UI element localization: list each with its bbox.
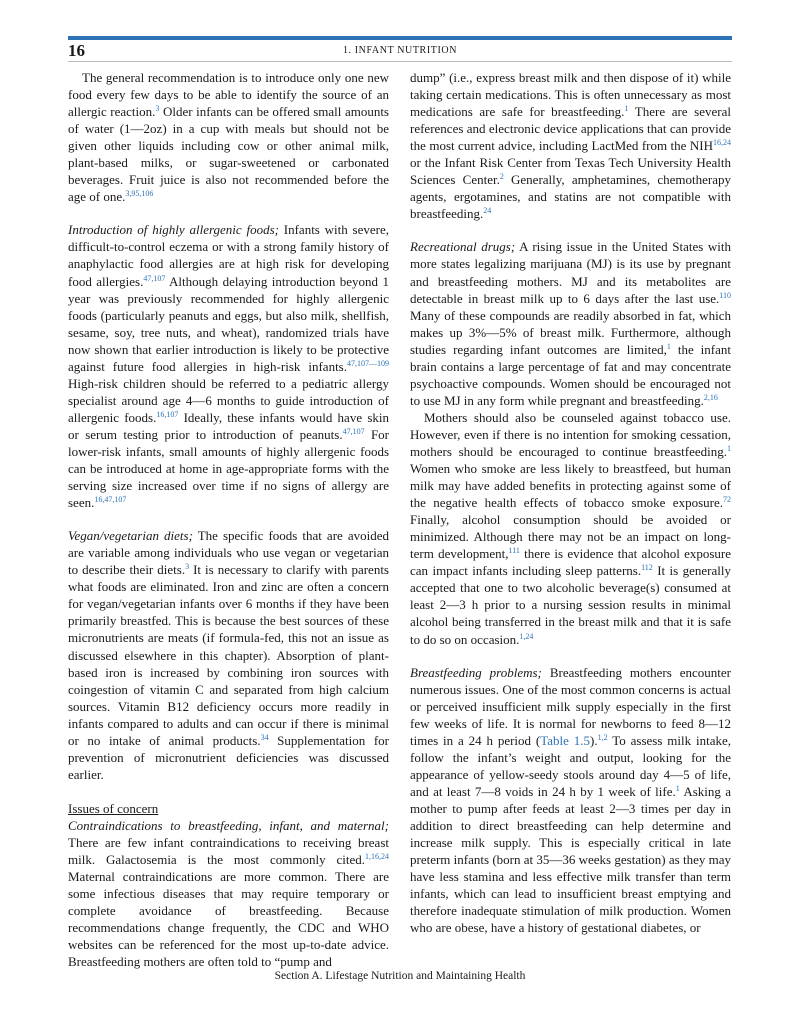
citation[interactable]: 1 [666, 341, 671, 351]
citation[interactable]: 47,107—109 [347, 358, 389, 368]
right-column [410, 69, 731, 936]
citation[interactable]: 47,107 [342, 426, 365, 436]
citation[interactable]: 47,107 [143, 273, 166, 283]
paragraph-allergenic-foods: Introduction of highly allergenic foods; Infants with severe, difficult-to-control eczema or with a strong family history of anaphylactic food allergies are at high risk for developing food allergies.$^{47,107}$ Although delaying introduction beyond 1 year was previously recommended for highly allergenic foods (particularly peanuts and eggs, but also milk, shellfish, sesame, soy, tree nuts, and wheat), randomized trials have now shown that earlier introduction is likely to be protective against future food allergies in high-risk infants.$^{47,107—109}$ High-risk children should be referred to a pediatric allergy specialist around age 4—6 months to guide introduction of allergenic foods.$^{16,107}$ Ideally, these infants would have skin or serum testing prior to introduction of peanuts.$^{47,107}$ For lower-risk infants, small amounts of highly allergenic foods can be introduced at home in age-appropriate forms with the serving size increased over time if no signs of allergy are seen.$^{16,47,107}$ [68, 222, 390, 511]
header-bar [68, 36, 732, 40]
citation[interactable]: 2,16 [703, 392, 718, 402]
citation[interactable]: 16,24 [713, 138, 731, 148]
running-head: 1. INFANT NUTRITION [342, 45, 458, 56]
citation[interactable]: 34 [260, 732, 269, 742]
paragraph-breastfeeding-problems: Breastfeeding problems; Breastfeeding mothers encounter numerous issues. One of the most common concerns is actual or perceived insufficient milk supply especially in the first few weeks of life. It is normal for newborns to feed 8—12 times in a 24 h period (Table 1.5).$^{1,2}$ To assess milk intake, follow the infant’s weight and output, looking for the appearance of yellow-seedy stools around day 4—5 of life, and at least 7—8 voids in 24 h by 1 week of life.$^1$ Asking a mother to pump after feeds at least 2—3 times per day in addition to direct breastfeeding can help determine and increase milk supply. This is especially critical in late preterm infants (born at 35—36 weeks gestation) as they may have less stamina and less effective milk transfer than term infants, which can lead to insufficient breast emptying and therefore inadequate stimulation of milk production. Women who are obese, have a history of gestational diabetes, or [410, 664, 731, 936]
header-divider [68, 61, 732, 62]
paragraph-heading: Introduction of highly allergenic foods; [68, 222, 279, 238]
citation[interactable]: 3 [155, 104, 160, 114]
paragraph-heading: Recreational drugs; [410, 239, 516, 255]
page-footer: Section A. Lifestage Nutrition and Maintaining Health [274, 970, 526, 982]
citation[interactable]: 1,16,24 [365, 852, 389, 862]
citation[interactable]: 1 [624, 104, 629, 114]
citation[interactable]: 1,2 [597, 732, 608, 742]
paragraph-contraindications: Contraindications to breastfeeding, infant, and maternal; There are few infant contraindications to receiving breast milk. Galactosemia is the most commonly cited.$^{1,16,24}$ Maternal contraindications are more common. There are some infectious diseases that may require temporary or complete avoidance of breastfeeding. Because recommendations change frequently, the CDC and WHO websites can be referenced for the most up-to-date advice. Breastfeeding mothers are often told to “pump and [68, 817, 389, 970]
paragraph-medications: dump” (i.e., express breast milk and then dispose of it) while taking certain medications. This is often unnecessary as most medications are safe for breastfeeding.$^1$ There are several references and electronic device applications that can provide the most current advice, including LactMed from the NIH$^{16,24}$ or the Infant Risk Center from Texas Tech University Health Sciences Center.$^2$ Generally, amphetamines, chemotherapy agents, ergotamines, and statins are not compatible with breastfeeding.$^{24}$ [410, 70, 731, 222]
citation[interactable]: 111 [508, 546, 520, 556]
paragraph-recreational-drugs: Recreational drugs; A rising issue in the United States with more states legalizing marijuana (MJ) is its use by pregnant and breastfeeding mothers. MJ and its metabolites are detectable in breast milk up to 6 days after the last use.$^{110}$ Many of these compounds are readily absorbed in fat, which makes up 3%—5% of breast milk. Furthermore, although studies regarding infant outcomes are limited,$^1$ the infant brain contains a large percentage of fat and may concentrate psychoactive compounds. Women should be encouraged not to use MJ in any form while pregnant and breastfeeding.$^{2,16}$ [410, 239, 731, 408]
citation[interactable]: 3 [185, 562, 190, 572]
citation[interactable]: 16,107 [156, 409, 179, 419]
citation[interactable]: 1,24 [519, 631, 534, 641]
table-link[interactable]: Table 1.5 [540, 732, 591, 748]
paragraph-heading: Vegan/vegetarian diets; [68, 528, 193, 544]
citation[interactable]: 1 [675, 783, 680, 793]
section-heading: Issues of concern [68, 800, 159, 816]
citation[interactable]: 3,95,106 [125, 189, 154, 199]
citation[interactable]: 110 [719, 290, 731, 300]
paragraph-food-introduction: The general recommendation is to introduce only one new food every few days to be able to identify the source of an allergic reaction.$^3$ Older infants can be offered small amounts of water (1—2oz) in a cup with meals but should not be given other liquids including cow or other animal milk, plant-based milks, or sugar-sweetened or carbonated beverages. Fruit juice is also not recommended before the age of one.$^{3,95,106}$ [68, 70, 389, 205]
paragraph-heading: Contraindications to breastfeeding, infant, and maternal; [68, 817, 389, 833]
citation[interactable]: 112 [641, 563, 653, 573]
paragraph-vegan-diets: Vegan/vegetarian diets; The specific foods that are avoided are variable among individuals who use vegan or vegetarian to describe their diets.$^3$ It is necessary to clarify with parents what foods are eliminated. Iron and zinc are often a concern for vegan/vegetarian infants over 6 months if they have been primarily breastfed. This is because the best sources of these micronutrients are meats (if formula-fed, this not an issue as discussed elsewhere in this chapter). Absorption of plant-based iron is increased by combining iron sources with coingestion of vitamin C and separated from high calcium sources. Vitamin B12 deficiency occurs more readily in infants compared to adults and can occur if there is minimal or no intake of animal products.$^{34}$ Supplementation for prevention of micronutrient deficiencies was discussed earlier. [68, 528, 389, 782]
citation[interactable]: 16,47,107 [94, 495, 127, 505]
paragraph-tobacco-alcohol: Mothers should also be counseled against tobacco use. However, even if there is no intention for smoking cessation, mothers should be encouraged to continue breastfeeding.$^1$ Women who smoke are less likely to breastfeed, but human milk may have added benefits in protecting against some of the negative health effects of tobacco smoke exposure.$^{72}$ Finally, alcohol consumption should be avoided or minimized. Although there may not be an impact on long-term development,$^{111}$ there is evidence that alcohol exposure can impact infants including sleep patterns.$^{112}$ It is generally accepted that one to two alcoholic beverage(s) consumed at least 2—3 h prior to a nursing session results in minimal alcohol being transferred in the breast milk and that it is safe to do so on occasion.$^{1,24}$ [410, 409, 732, 647]
citation[interactable]: 24 [483, 206, 492, 216]
left-column [68, 69, 389, 970]
citation[interactable]: 2 [499, 172, 504, 182]
paragraph-heading: Breastfeeding problems; [410, 664, 542, 680]
page-number: 16 [68, 41, 85, 60]
citation[interactable]: 1 [727, 443, 731, 453]
citation[interactable]: 72 [723, 495, 731, 505]
